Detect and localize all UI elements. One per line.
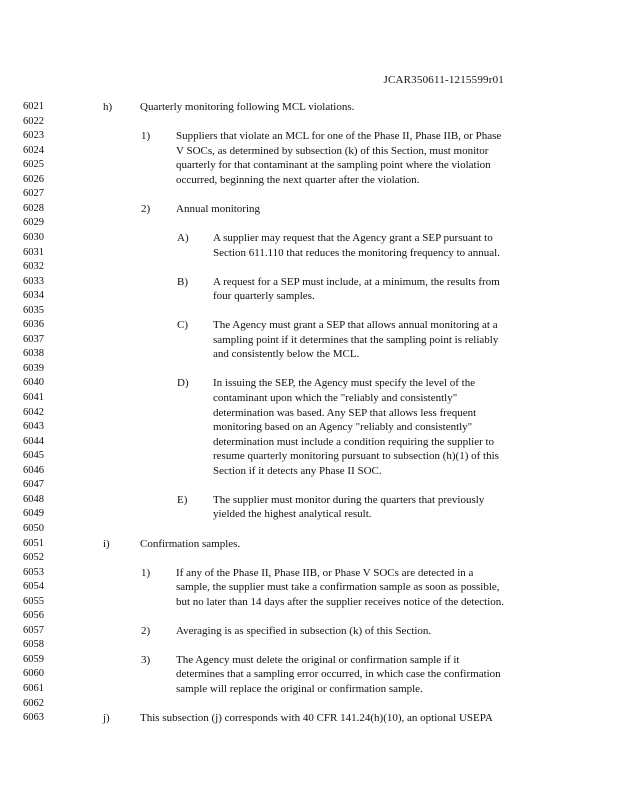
line-number: 6045 (23, 450, 44, 462)
paragraph-line: determines that a sampling error occurred, in which case the confirmation (176, 668, 501, 681)
paragraph-line: but no later than 14 days after the supplier receives notice of the detection. (176, 595, 505, 608)
paragraph-line: The Agency must grant a SEP that allows annual monitoring at a (213, 319, 498, 332)
line-number: 6030 (23, 231, 44, 243)
line-number: 6040 (23, 377, 44, 389)
line-number: 6035 (23, 304, 44, 316)
paragraph-line: and consistently below the MCL. (213, 348, 360, 361)
paragraph-line: Averaging is as specified in subsection (k) of this Section. (176, 624, 432, 637)
section-label: E) (177, 493, 188, 506)
line-number: 6032 (23, 261, 44, 273)
section-label: D) (177, 377, 189, 390)
section-label: A) (177, 231, 189, 244)
section-label: 2) (141, 624, 151, 637)
line-number: 6051 (23, 537, 44, 549)
paragraph-line: occurred, beginning the next quarter after the violation. (176, 173, 420, 186)
line-number: 6039 (23, 362, 44, 374)
document-id-header: JCAR350611-1215599r01 (383, 74, 504, 86)
section-label: i) (103, 537, 110, 550)
section-label: 1) (141, 566, 151, 579)
paragraph-line: Section if it detects any Phase II SOC. (213, 464, 382, 477)
paragraph-line: A request for a SEP must include, at a minimum, the results from (213, 275, 500, 288)
paragraph-line: In issuing the SEP, the Agency must specify the level of the (213, 377, 476, 390)
line-number: 6033 (23, 275, 44, 287)
paragraph-line: Confirmation samples. (140, 537, 241, 550)
line-number: 6037 (23, 333, 44, 345)
section-label: j) (103, 712, 110, 725)
line-number: 6046 (23, 464, 44, 476)
line-number: 6025 (23, 159, 44, 171)
paragraph-line: resume quarterly monitoring pursuant to subsection (h)(1) of this (213, 450, 499, 463)
section-label: 1) (141, 130, 151, 143)
line-number: 6023 (23, 130, 44, 142)
line-number: 6060 (23, 668, 44, 680)
paragraph-line: A supplier may request that the Agency grant a SEP pursuant to (213, 231, 493, 244)
paragraph-line: This subsection (j) corresponds with 40 CFR 141.24(h)(10), an optional USEPA (140, 712, 493, 725)
line-number: 6034 (23, 290, 44, 302)
line-number: 6057 (23, 624, 44, 636)
line-number: 6050 (23, 522, 44, 534)
paragraph-line: If any of the Phase II, Phase IIB, or Phase V SOCs are detected in a (176, 566, 474, 579)
paragraph-line: monitoring based on an Agency "reliably and consistently" (213, 421, 473, 434)
paragraph-line: The supplier must monitor during the quarters that previously (213, 493, 485, 506)
line-number: 6026 (23, 173, 44, 185)
line-number: 6055 (23, 595, 44, 607)
line-number: 6049 (23, 508, 44, 520)
paragraph-line: sample will replace the original or confirmation sample. (176, 683, 423, 695)
paragraph-line: sampling point if it determines that the sampling point is reliably (213, 333, 499, 346)
line-number: 6022 (23, 115, 44, 127)
section-label: C) (177, 319, 188, 332)
line-number: 6048 (23, 493, 44, 505)
line-number: 6041 (23, 392, 44, 403)
paragraph-line: four quarterly samples. (213, 290, 315, 303)
line-number: 6024 (23, 144, 44, 156)
line-number: 6056 (23, 610, 44, 622)
line-number: 6058 (23, 639, 44, 651)
section-label: h) (103, 101, 113, 113)
paragraph-line: The Agency must delete the original or confirmation sample if it (176, 653, 460, 666)
paragraph-line: determination must include a condition requiring the supplier to (213, 435, 495, 448)
line-number: 6042 (23, 406, 44, 418)
section-label: 2) (141, 202, 151, 215)
line-number: 6021 (23, 101, 44, 112)
line-number: 6054 (23, 581, 44, 593)
paragraph-line: quarterly for that contaminant at the sampling point where the violation (176, 159, 491, 172)
line-number: 6062 (23, 697, 44, 709)
line-number: 6044 (23, 435, 44, 447)
line-number: 6059 (23, 653, 44, 665)
paragraph-line: V SOCs, as determined by subsection (k) of this Section, must monitor (176, 144, 489, 157)
line-number: 6047 (23, 479, 44, 491)
line-number: 6053 (23, 566, 44, 578)
section-label: B) (177, 275, 188, 288)
line-number: 6061 (23, 683, 44, 694)
paragraph-line: Suppliers that violate an MCL for one of the Phase II, Phase IIB, or Phase (176, 130, 502, 143)
line-number: 6038 (23, 348, 44, 360)
line-number: 6031 (23, 246, 44, 258)
section-label: 3) (141, 653, 151, 666)
paragraph-line: determination was based. Any SEP that allows less frequent (213, 406, 477, 419)
paragraph-line: Section 611.110 that reduces the monitoring frequency to annual. (213, 246, 500, 259)
paragraph-line: sample, the supplier must take a confirmation sample as soon as possible, (176, 581, 500, 594)
line-number: 6052 (23, 552, 44, 564)
line-number: 6043 (23, 421, 44, 433)
line-number: 6028 (23, 202, 44, 214)
line-number: 6029 (23, 217, 44, 229)
line-number: 6027 (23, 188, 44, 200)
paragraph-line: yielded the highest analytical result. (213, 508, 372, 521)
line-number: 6063 (23, 712, 44, 724)
paragraph-line: contaminant upon which the "reliably and consistently" (213, 392, 458, 404)
line-number: 6036 (23, 319, 44, 331)
paragraph-line: Annual monitoring (176, 202, 261, 215)
paragraph-line: Quarterly monitoring following MCL violations. (140, 101, 355, 113)
